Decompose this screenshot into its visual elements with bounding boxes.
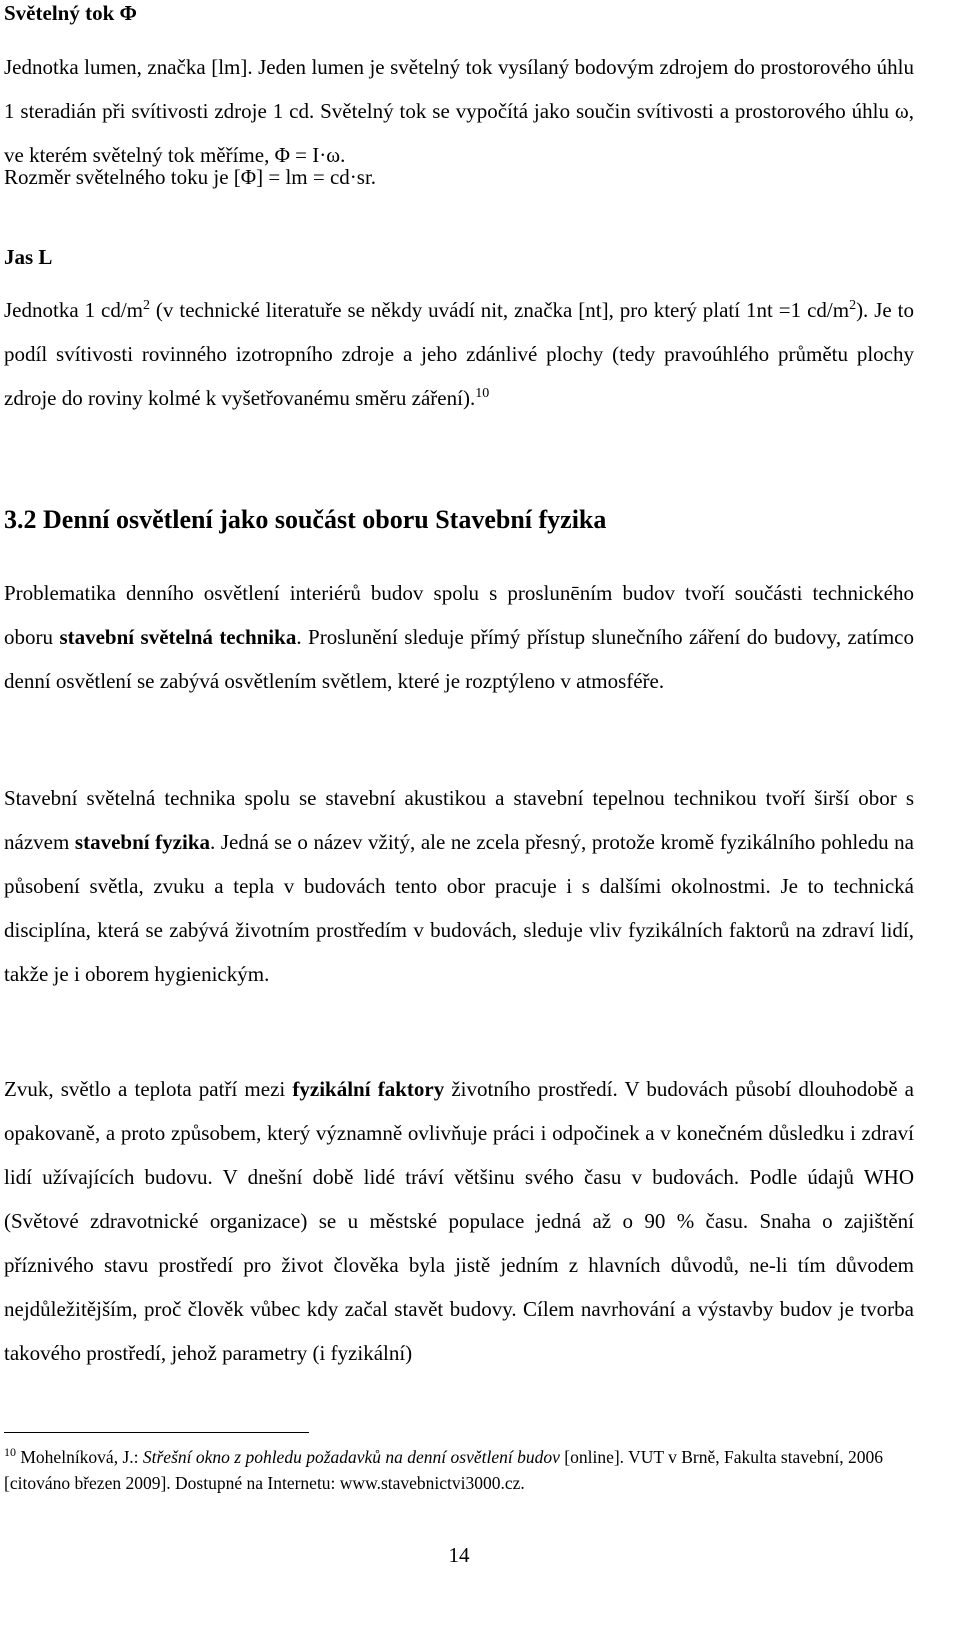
footnote-title: Střešní okno z pohledu požadavků na denní osvětlení budov [142,1447,560,1467]
document-page [4,0,914,1640]
paragraph-daylight-3 [4,1067,914,1375]
section-title-luminance: Jas L [4,245,53,269]
paragraph-daylight-2 [4,776,914,996]
bold-term: stavební světelná technika [59,625,297,649]
bold-term: stavební fyzika [74,830,211,854]
footnote-rest: [online]. VUT v Brně, Fakulta stavební, 2006 [citováno březen 2009]. Dostupné na Internetu: www.stavebnictvi3000.cz. [4,1447,883,1493]
page-number: 14 [448,1543,470,1567]
footnote-author: Mohelníková, J.: [16,1447,143,1467]
text-run: Zvuk, světlo a teplota patří mezi [4,1077,293,1101]
section-title-luminous-flux: Světelný tok Φ [4,1,137,25]
footnote-number: 10 [4,1445,16,1459]
text-run: . Jedná se o název vžitý, ale ne zcela přesný, protože kromě fyzikálního pohledu na působení světla, zvuku a tepla v budovách tento obor pracuje i s dalšími okolnostmi. Je to technická disciplína, která se zabývá životním prostředím v budovách, sleduje vliv fyzikálních faktorů na zdraví lidí, takže je i oborem hygienickým. [4,830,914,986]
footnote-divider [4,1432,309,1433]
luminance-text-2: (v technické literatuře se někdy uvádí nit, značka [nt], pro který platí 1nt =1 cd/m [150,298,850,322]
bold-term: fyzikální faktory [292,1077,445,1101]
superscript: 2 [143,298,150,313]
superscript: 2 [849,298,857,313]
text-run: životního prostředí. V budovách působí dlouhodobě a opakovaně, a proto způsobem, který významně ovlivňuje práci i odpočinek a v konečném důsledku i zdraví lidí užívajících budovu. V dnešní době lidé tráví většinu svého času v budovách. Podle údajů WHO (Světové zdravotnické organizace) se u městské populace jedná až o 90 % času. Snaha o zajištění příznivého stavu prostředí pro život člověka byla jistě jedním z hlavních důvodů, ne-li tím důvodem nejdůležitějším, proč člověk vůbec kdy začal stavět budovy. Cílem navrhování a výstavby budov je tvorba takového prostředí, jehož parametry (i fyzikální) [4,1077,914,1365]
paragraph-luminance [4,288,914,420]
flux-text-2: Rozměr světelného toku je [Φ] = lm = cd·sr. [4,165,377,189]
paragraph-daylight-1 [4,571,914,703]
paragraph-flux-dimension [4,155,914,199]
footnote [4,1444,914,1496]
luminance-text-1: Jednotka 1 cd/m [4,298,143,322]
footnote-reference: 10 [475,386,490,401]
text-run: . Proslunění sleduje přímý přístup slunečního záření do budovy, zatímco denní osvětlení se zabývá osvětlením světlem, které je rozptýleno v atmosféře. [4,625,914,693]
section-heading-3-2: 3.2 Denní osvětlení jako součást oboru Stavební fyzika [4,505,607,534]
flux-text-1: Jednotka lumen, značka [lm]. Jeden lumen je světelný tok vysílaný bodovým zdrojem do prostorového úhlu 1 steradián při svítivosti zdroje 1 cd. Světelný tok se vypočítá jako součin svítivosti a prostorového úhlu ω, ve kterém světelný tok měříme, Φ = I·ω. [4,55,914,167]
luminance-text-3: ). Je to podíl svítivosti rovinného izotropního zdroje a jeho zdánlivé plochy (tedy pravoúhlého průmětu plochy zdroje do roviny kolmé k vyšetřovanému směru záření). [4,298,914,410]
text-run: Stavební světelná technika spolu se stavební akustikou a stavební tepelnou technikou tvoří širší obor s názvem [4,786,914,854]
text-run: Problematika denního osvětlení interiérů budov spolu s proslunēním budov tvoří součásti technického oboru [4,581,914,649]
